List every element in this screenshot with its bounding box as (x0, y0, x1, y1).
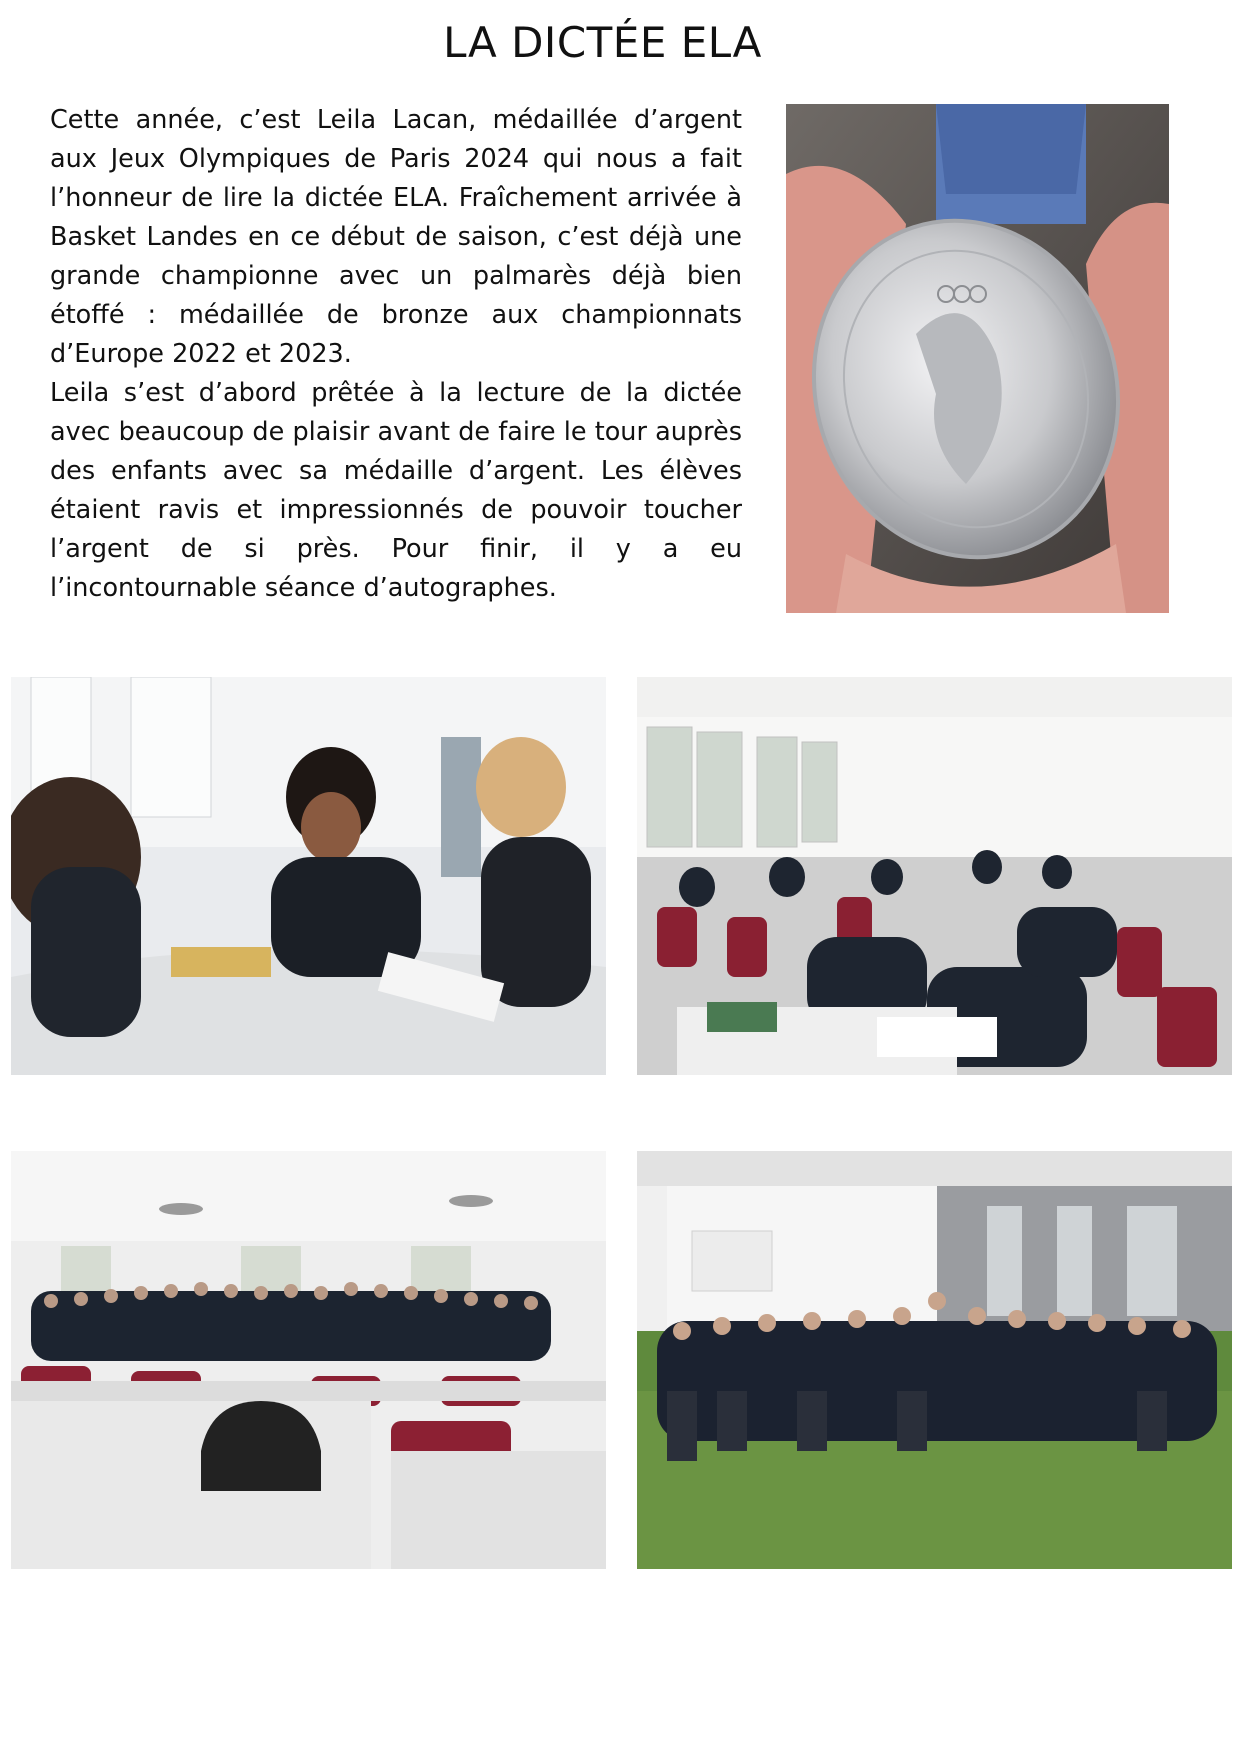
page-title: LA DICTÉE ELA (443, 18, 762, 67)
indoor-group-photo (11, 1151, 606, 1569)
classroom-dictation-photo (637, 677, 1232, 1075)
reading-session-photo (11, 677, 606, 1075)
article-paragraph: Leila s’est d’abord prêtée à la lecture de la dictée avec beaucoup de plaisir avant de faire le tour auprès des enfants avec sa médaille d’argent. Les élèves étaient ravis et impressionnés de pouvoir toucher l’argent de si près. Pour finir, il y a eu l’incontournable séance d’autographes. (50, 378, 742, 603)
article-body (50, 101, 742, 608)
outdoor-group-photo (637, 1151, 1232, 1569)
article-paragraph: Cette année, c’est Leila Lacan, médaillée d’argent aux Jeux Olympiques de Paris 2024 qui nous a fait l’honneur de lire la dictée ELA. Fraîchement arrivée à Basket Landes en ce début de saison, c’est déjà une grande championne avec un palmarès déjà bien étoffé : médaillée de bronze aux championnats d’Europe 2022 et 2023. (50, 105, 742, 369)
medal-photo (786, 104, 1169, 613)
